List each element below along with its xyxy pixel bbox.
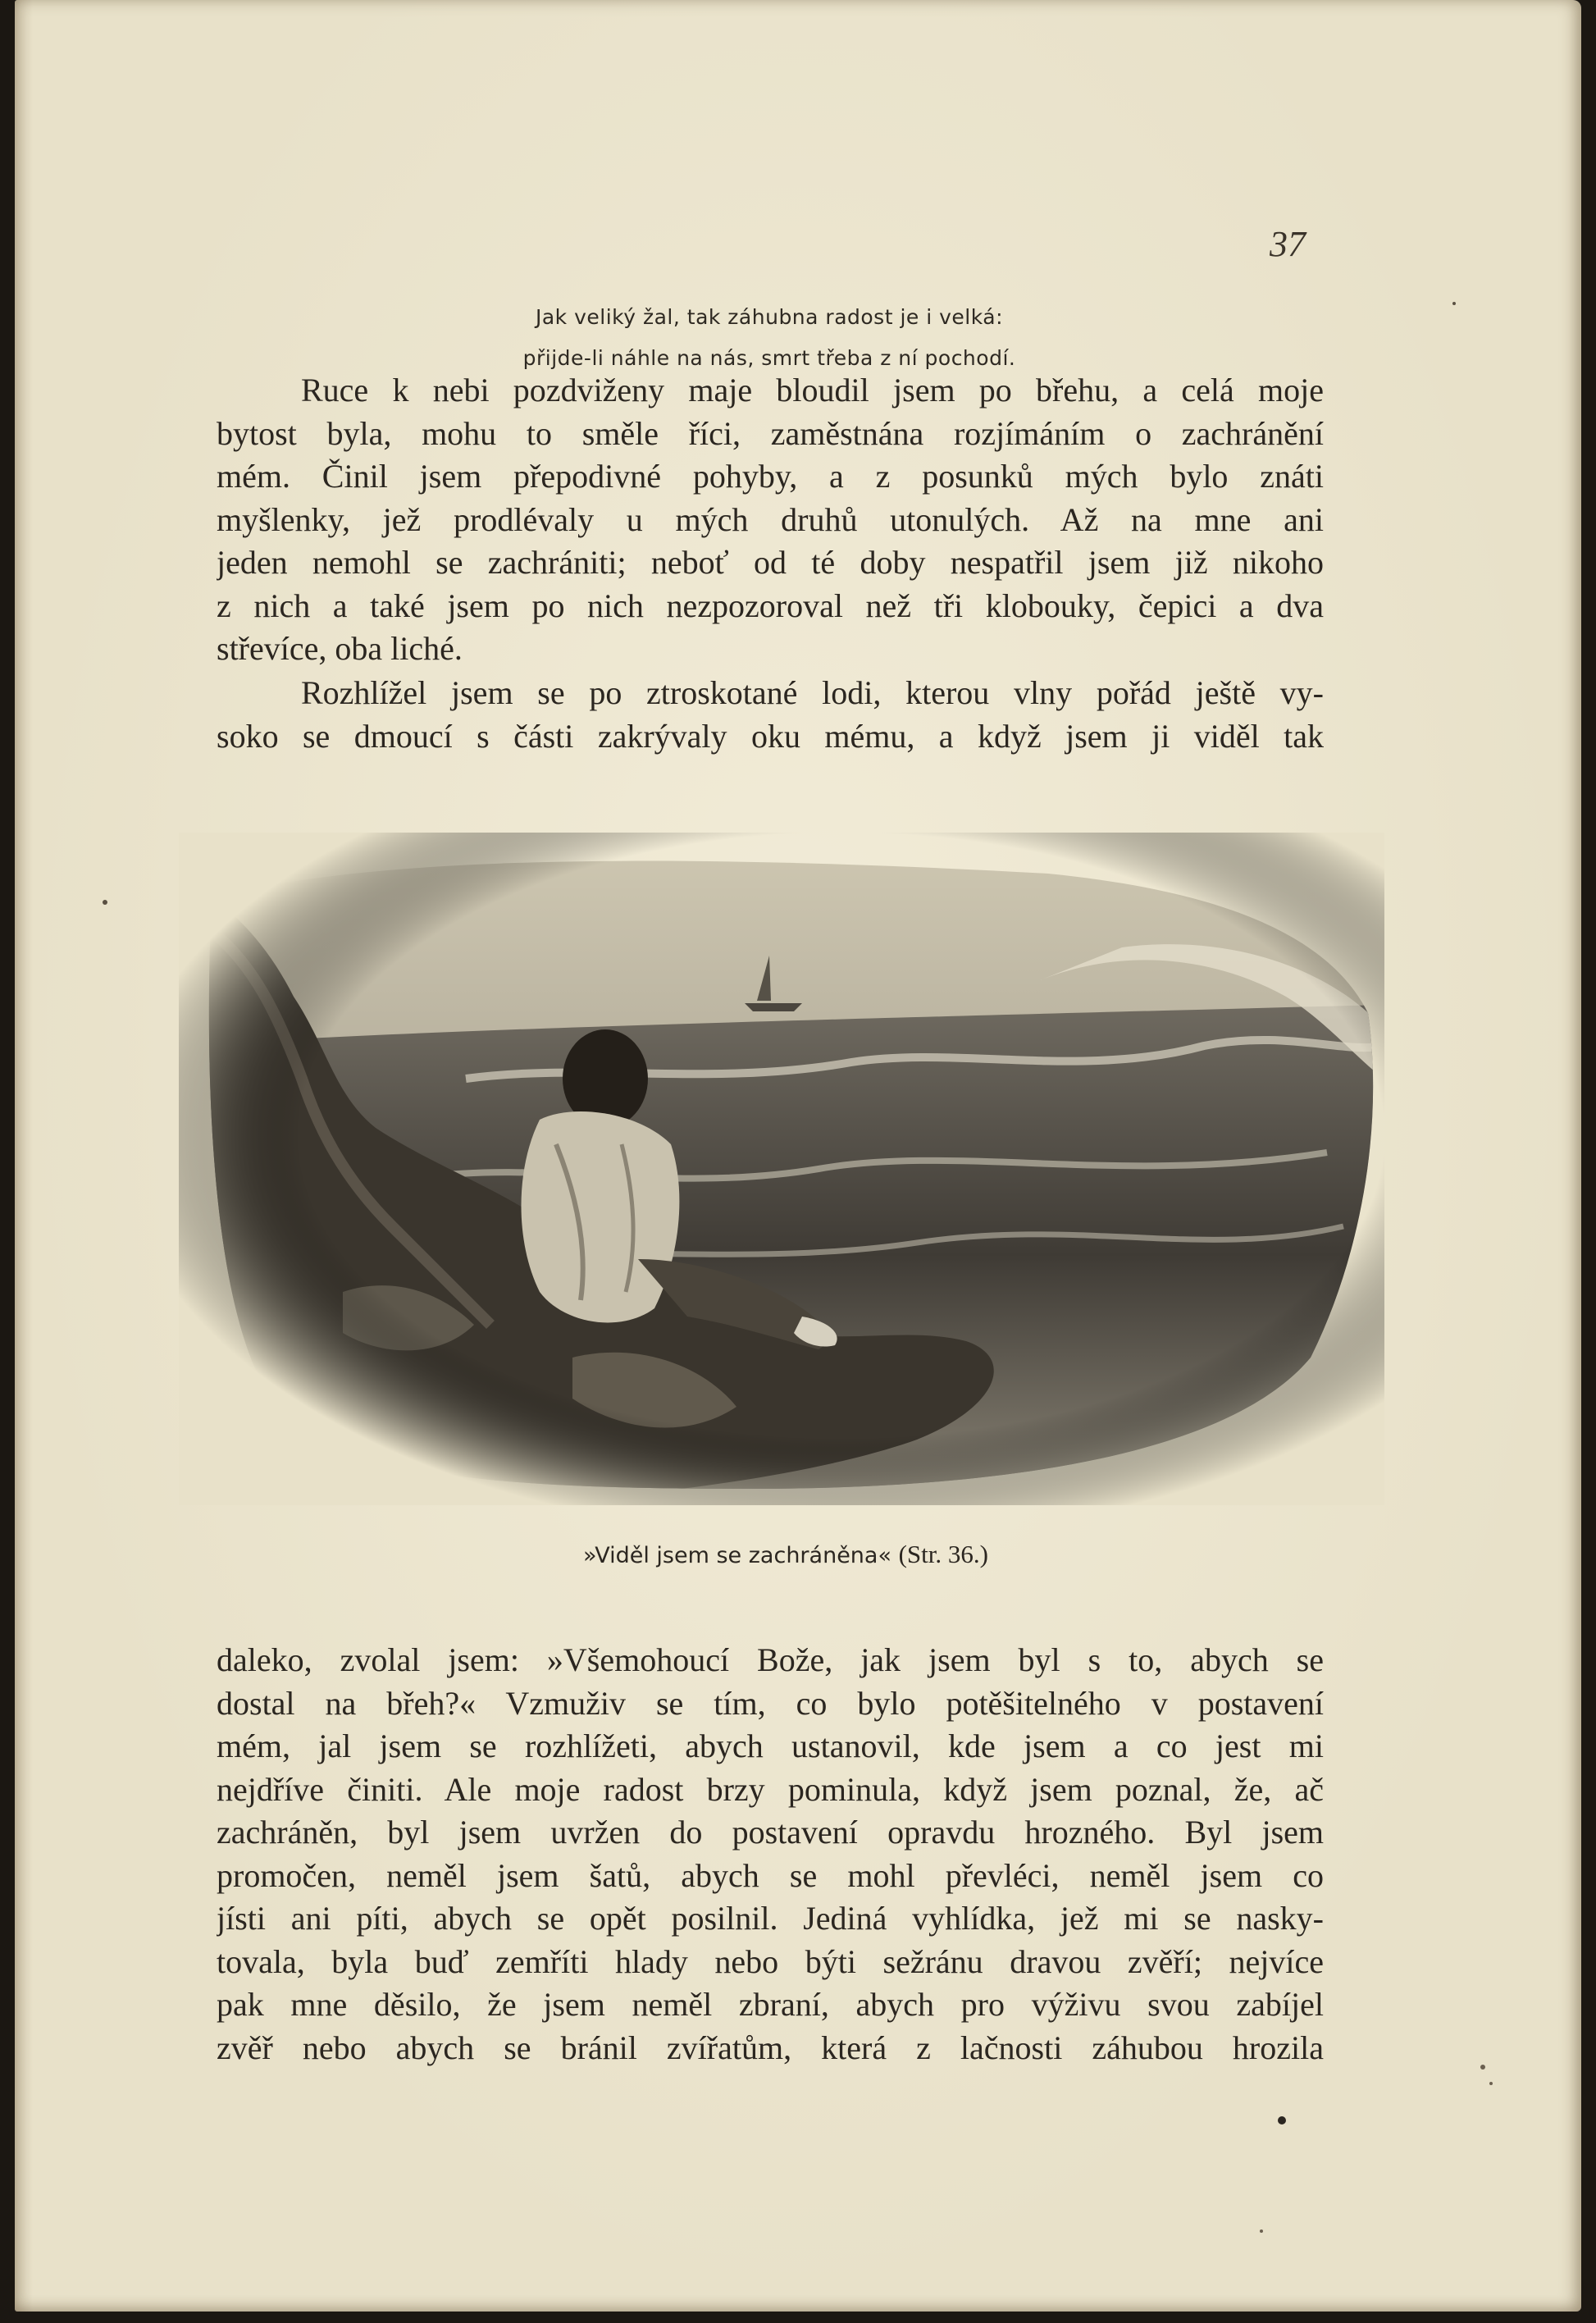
text-line: daleko, zvolal jsem: »Všemohoucí Bože, jak jsem byl s to, abych se <box>217 1641 1324 1678</box>
caption-reference: (Str. 36.) <box>898 1540 988 1568</box>
text-line: Rozhlížel jsem se po ztroskotané lodi, kterou vlny pořád ještě vy- <box>301 674 1324 711</box>
page-number: 37 <box>1270 224 1306 264</box>
text-line: tovala, byla buď zemříti hlady nebo býti sežránu dravou zvěří; nejvíce <box>217 1942 1324 1980</box>
text-line: z nich a také jsem po nich nezpozoroval než tři klobouky, čepici a dva <box>217 586 1324 624</box>
text-line: myšlenky, jež prodlévaly u mých druhů utonulých. Až na mne ani <box>217 500 1324 538</box>
text-line: jeden nemohl se zachrániti; neboť od té doby nespatřil jsem již nikoho <box>217 544 1324 581</box>
text-line: Ruce k nebi pozdviženy maje bloudil jsem po břehu, a celá moje <box>301 372 1324 408</box>
paragraph-2 <box>217 672 1324 758</box>
text-line: nejdříve činiti. Ale moje radost brzy pominula, když jsem poznal, že, ač <box>217 1770 1324 1808</box>
verse-line: přijde-li náhle na nás, smrt třeba z ní pochodí. <box>522 346 1016 370</box>
text-line: zachráněn, byl jsem uvržen do postavení opravdu hrozného. Byl jsem <box>217 1814 1324 1851</box>
text-line: jísti ani píti, abych se opět posilnil. Jediná vyhlídka, jež mi se nasky- <box>217 1900 1324 1937</box>
text-line: bytost byla, mohu to směle říci, zaměstnána rozjímáním o zachránění <box>217 414 1324 452</box>
caption-text: »Viděl jsem se zachráněna« <box>583 1543 891 1568</box>
text-line: zvěř nebo abych se bránil zvířatům, která z lačnosti záhubou hrozila <box>217 2029 1324 2066</box>
text-line: promočen, neměl jsem šatů, abych se mohl převléci, neměl jsem co <box>217 1856 1324 1894</box>
text-line: pak mne děsilo, že jsem neměl zbraní, abych pro výživu svou zabíjel <box>217 1986 1324 2023</box>
shipwreck-illustration <box>179 833 1384 1505</box>
paragraph-3 <box>217 1639 1324 2070</box>
text-line: střevíce, oba liché. <box>217 630 463 667</box>
illustration-caption <box>343 1540 1229 1569</box>
verse-line: Jak veliký žal, tak záhubna radost je i velká: <box>535 305 1004 329</box>
text-line: mém. Činil jsem přepodivné pohyby, a z posunků mých bylo znáti <box>217 458 1324 495</box>
text-line: soko se dmoucí s části zakrývaly oku mému, a když jsem ji viděl tak <box>217 717 1324 755</box>
paragraph-1 <box>217 369 1324 671</box>
book-page <box>15 0 1581 2312</box>
epigraph-verse <box>326 297 1212 379</box>
text-line: mém, jal jsem se rozhlížeti, abych ustanovil, kde jsem a co jest mi <box>217 1727 1324 1764</box>
text-line: dostal na břeh?« Vzmuživ se tím, co bylo potěšitelného v postavení <box>217 1684 1324 1722</box>
